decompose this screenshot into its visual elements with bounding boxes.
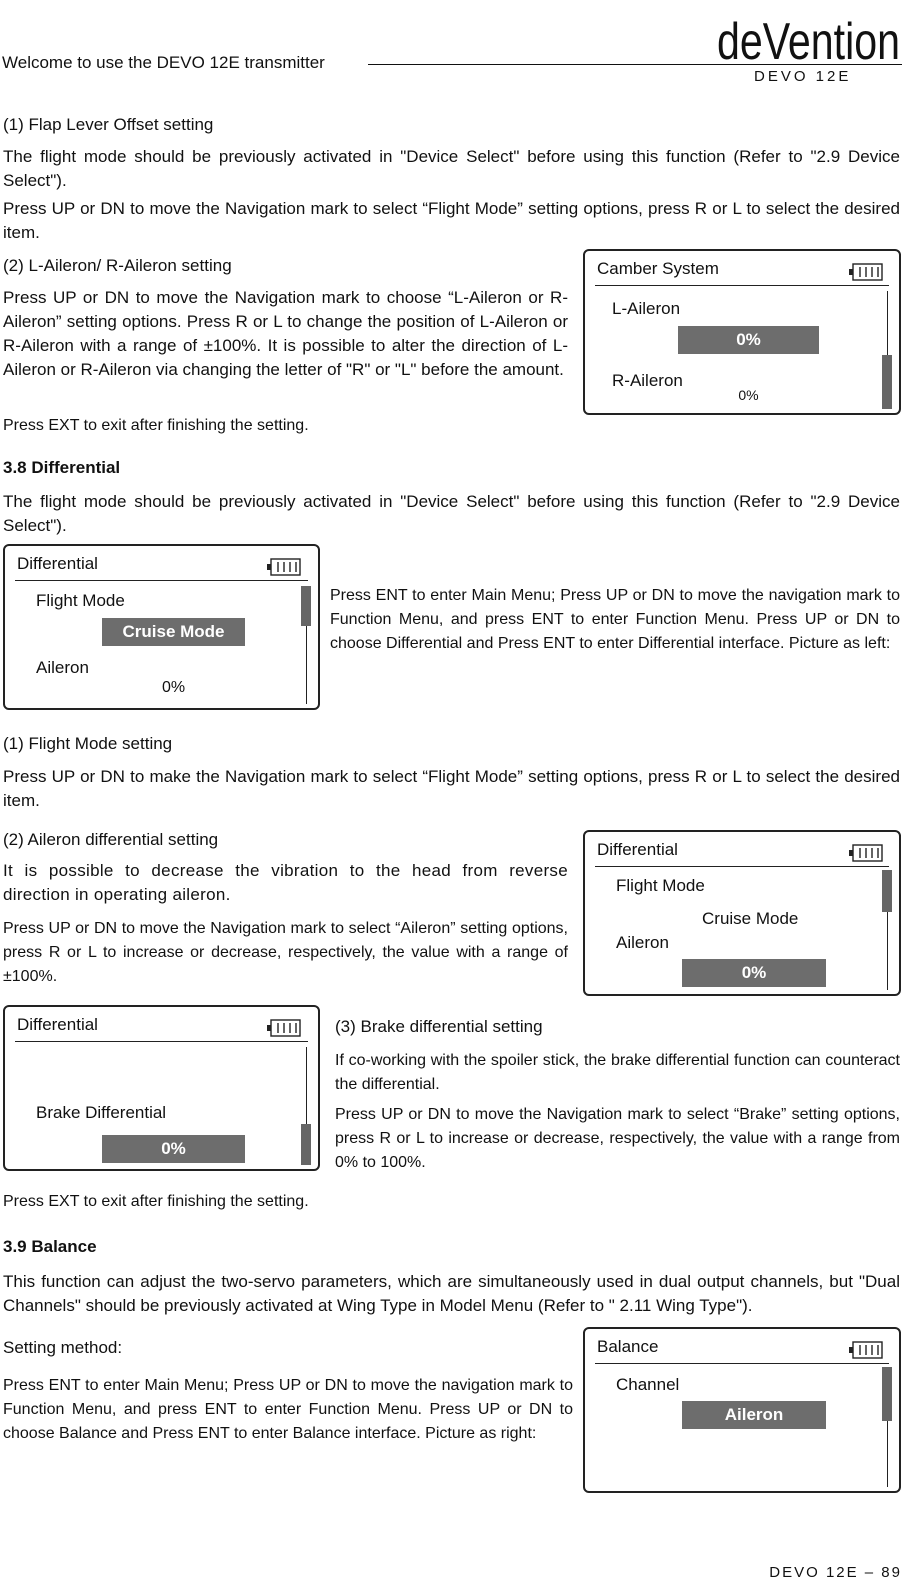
flight-mode-label: Flight Mode [36, 591, 125, 610]
scrollbar-thumb[interactable] [882, 870, 892, 912]
s1-paragraph-1: The flight mode should be previously activated in "Device Select" before using this function (Refer to "2.9 Device Select"). [3, 147, 900, 190]
brake-differential-label: Brake Differential [36, 1103, 167, 1122]
s39-heading: 3.9 Balance [3, 1237, 97, 1256]
screen-title: Differential [17, 554, 98, 573]
channel-label: Channel [616, 1375, 680, 1394]
battery-icon [849, 844, 883, 862]
s38-2-title: (2) Aileron differential setting [3, 830, 219, 849]
r-aileron-value: 0% [738, 387, 759, 403]
s1-paragraph-2: Press UP or DN to move the Navigation mark to select “Flight Mode” setting options, press R or L to select the desired item. [3, 199, 900, 242]
scrollbar-thumb[interactable] [882, 355, 892, 409]
screen-title-rule [595, 1363, 889, 1364]
screen-title: Camber System [597, 259, 719, 278]
aileron-label: Aileron [616, 933, 669, 952]
screen-title-rule [595, 285, 889, 286]
s38-3-paragraph-1: If co-working with the spoiler stick, the brake differential function can counteract the differential. [335, 1052, 900, 1093]
l-aileron-value[interactable]: 0% [678, 326, 819, 354]
scrollbar-thumb[interactable] [301, 1124, 311, 1165]
flight-mode-value[interactable]: Cruise Mode [102, 618, 245, 646]
brake-differential-value[interactable]: 0% [102, 1135, 245, 1163]
screen-title: Differential [17, 1015, 98, 1034]
s38-2-paragraph-1: It is possible to decrease the vibration to the head from reverse direction in operating aileron. [3, 861, 568, 904]
deviation-logo [717, 4, 902, 64]
flight-mode-value: Cruise Mode [702, 909, 799, 928]
screen-title: Balance [597, 1337, 659, 1356]
aileron-value: 0% [161, 679, 186, 696]
s39-setting-method: Setting method: [3, 1338, 123, 1357]
s2-exit-note: Press EXT to exit after finishing the setting. [3, 417, 309, 434]
battery-icon [267, 558, 301, 576]
differential-screen-flight-mode [3, 544, 320, 710]
header-welcome: Welcome to use the DEVO 12E transmitter [2, 53, 325, 72]
aileron-value[interactable]: 0% [682, 959, 826, 987]
screen-title-rule [15, 580, 308, 581]
channel-value[interactable]: Aileron [682, 1401, 826, 1429]
s39-paragraph-2: Press ENT to enter Main Menu; Press UP or DN to move the navigation mark to Function Menu, and press ENT to enter Function Menu. Press UP or DN to choose Balance and Press ENT to enter Balance interface. Picture as right: [3, 1377, 573, 1442]
battery-icon [267, 1019, 301, 1037]
differential-screen-aileron [583, 830, 901, 996]
screen-title: Differential [597, 840, 678, 859]
logo-subtitle: DEVO 12E [754, 68, 852, 85]
scrollbar-thumb[interactable] [882, 1367, 892, 1421]
logo-wordmark: deVention [717, 13, 900, 64]
screen-title-rule [595, 866, 889, 867]
s38-3-exit-note: Press EXT to exit after finishing the setting. [3, 1193, 309, 1210]
flight-mode-label: Flight Mode [616, 876, 705, 895]
differential-screen-brake [3, 1005, 320, 1171]
l-aileron-label: L-Aileron [612, 299, 681, 318]
s38-3-paragraph-2: Press UP or DN to move the Navigation mark to select “Brake” setting options, press R or L to increase or decrease, respectively, the value with a range from 0% to 100%. [335, 1106, 900, 1171]
s2-paragraph: Press UP or DN to move the Navigation mark to choose “L-Aileron or R-Aileron” setting options. Press R or L to change the position of L-Aileron or R-Aileron with a range of ±100%. It is possible to alter the direction of L-Aileron or R-Aileron via changing the letter of "R" or "L" before the amount. [3, 288, 568, 379]
s39-paragraph-1: This function can adjust the two-servo parameters, which are simultaneously used in dual output channels, but "Dual Channels" should be previously activated at Wing Type in Model Menu (Refer to " 2.11 Wing Type"). [3, 1272, 900, 1315]
s38-1-paragraph: Press UP or DN to make the Navigation mark to select “Flight Mode” setting options, press R or L to select the desired item. [3, 767, 900, 810]
battery-icon [849, 263, 883, 281]
battery-icon [849, 1341, 883, 1359]
s38-paragraph-1: The flight mode should be previously activated in "Device Select" before using this function (Refer to "2.9 Device Select"). [3, 492, 900, 535]
s38-heading: 3.8 Differential [3, 458, 121, 477]
aileron-label: Aileron [36, 658, 89, 677]
r-aileron-label: R-Aileron [612, 371, 683, 390]
s38-3-title: (3) Brake differential setting [335, 1017, 543, 1036]
s2-title: (2) L-Aileron/ R-Aileron setting [3, 256, 232, 275]
s1-title: (1) Flap Lever Offset setting [3, 115, 214, 134]
page-footer: DEVO 12E – 89 [769, 1564, 902, 1581]
s38-1-title: (1) Flight Mode setting [3, 734, 173, 753]
s38-right-text: Press ENT to enter Main Menu; Press UP or DN to move the navigation mark to Function Menu, and press ENT to enter Function Menu. Press UP or DN to choose Differential and Press ENT to enter Differential interface. Picture as left: [330, 587, 900, 652]
screen-title-rule [15, 1041, 308, 1042]
camber-system-screen [583, 249, 901, 415]
balance-screen [583, 1327, 901, 1493]
scrollbar-thumb[interactable] [301, 586, 311, 626]
s38-2-paragraph-2: Press UP or DN to move the Navigation mark to select “Aileron” setting options, press R or L to increase or decrease, respectively, the value with a range of ±100%. [3, 920, 568, 985]
